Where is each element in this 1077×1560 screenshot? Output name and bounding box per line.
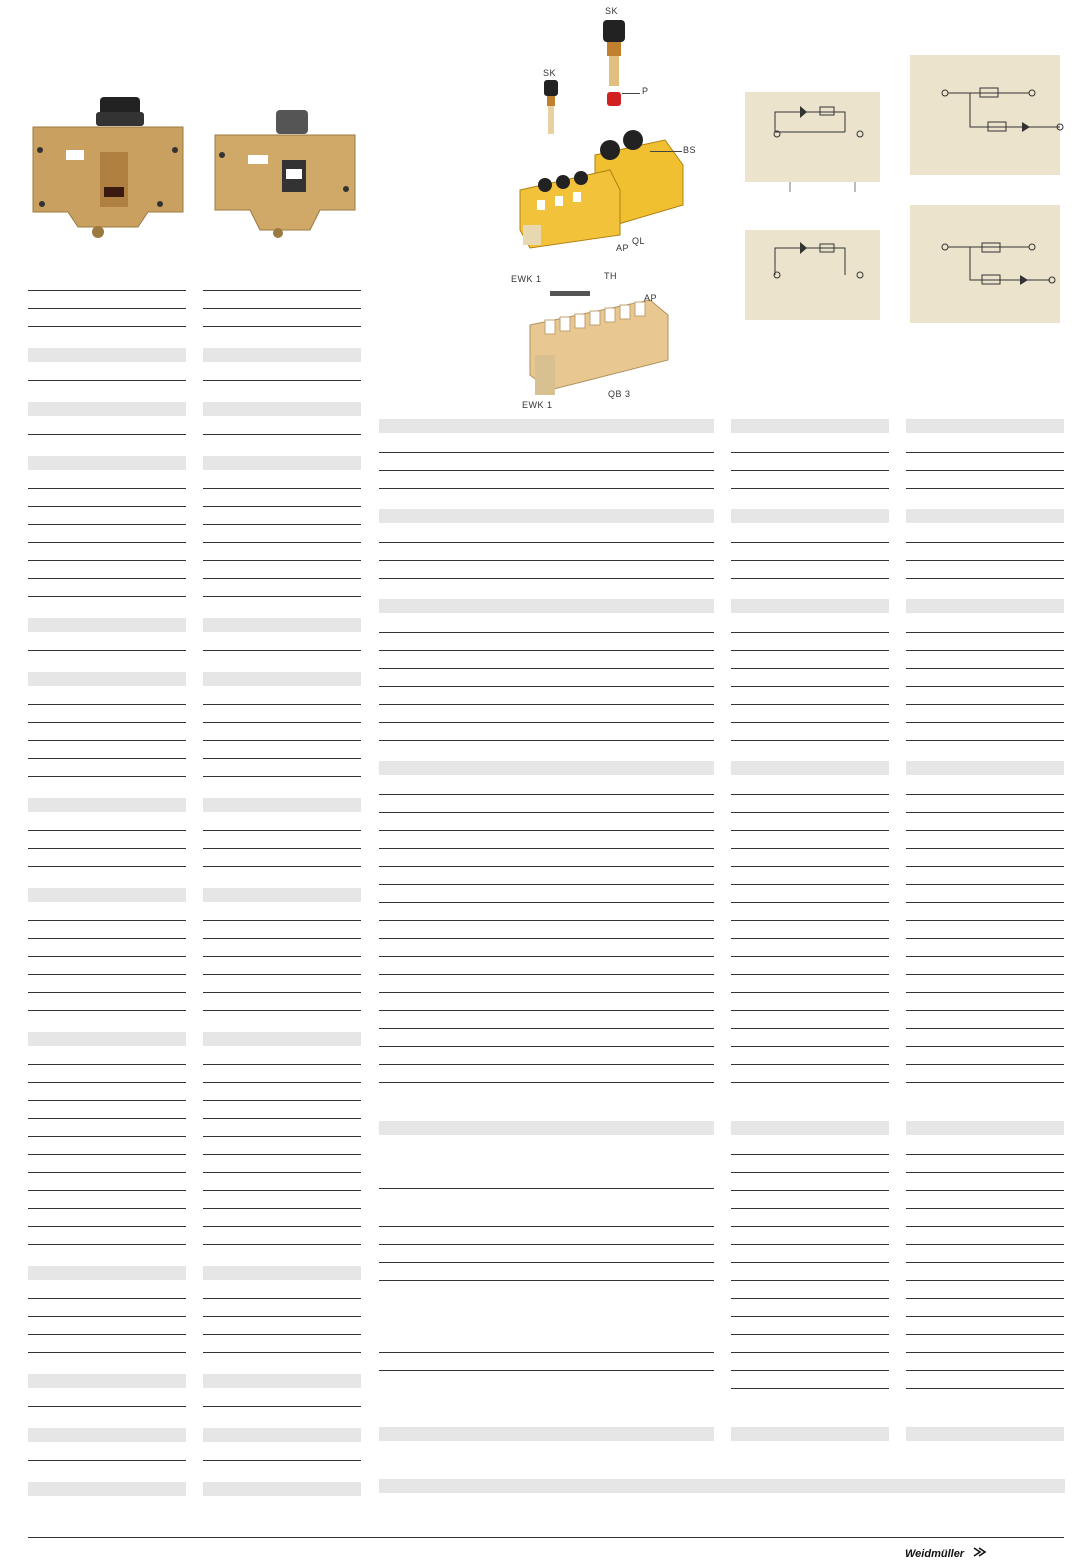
row-rule bbox=[906, 542, 1064, 543]
row-rule bbox=[906, 1298, 1064, 1299]
section-band bbox=[28, 798, 186, 812]
row-rule bbox=[906, 920, 1064, 921]
row-rule bbox=[906, 560, 1064, 561]
row-rule bbox=[731, 1370, 889, 1371]
row-rule bbox=[906, 794, 1064, 795]
table-column-1 bbox=[28, 0, 186, 1500]
row-rule bbox=[379, 938, 714, 939]
row-rule bbox=[731, 686, 889, 687]
row-rule bbox=[28, 434, 186, 435]
row-rule bbox=[906, 740, 1064, 741]
row-rule bbox=[906, 578, 1064, 579]
row-rule bbox=[731, 1226, 889, 1227]
row-rule bbox=[28, 290, 186, 291]
row-rule bbox=[28, 326, 186, 327]
section-band bbox=[203, 1482, 361, 1496]
section-band bbox=[203, 1374, 361, 1388]
section-band bbox=[28, 1032, 186, 1046]
row-rule bbox=[906, 632, 1064, 633]
row-rule bbox=[731, 974, 889, 975]
row-rule bbox=[731, 992, 889, 993]
section-band bbox=[203, 1266, 361, 1280]
row-rule bbox=[906, 1280, 1064, 1281]
section-band bbox=[203, 456, 361, 470]
section-band bbox=[28, 456, 186, 470]
row-rule bbox=[28, 1064, 186, 1065]
row-rule bbox=[731, 938, 889, 939]
row-rule bbox=[731, 704, 889, 705]
row-rule bbox=[203, 1154, 361, 1155]
row-rule bbox=[379, 920, 714, 921]
row-rule bbox=[28, 830, 186, 831]
row-rule bbox=[28, 992, 186, 993]
row-rule bbox=[203, 434, 361, 435]
row-rule bbox=[28, 1100, 186, 1101]
row-rule bbox=[731, 722, 889, 723]
row-rule bbox=[731, 470, 889, 471]
row-rule bbox=[28, 596, 186, 597]
section-band bbox=[906, 419, 1064, 433]
row-rule bbox=[379, 884, 714, 885]
row-rule bbox=[28, 1406, 186, 1407]
row-rule bbox=[203, 1100, 361, 1101]
section-band bbox=[28, 1428, 186, 1442]
row-rule bbox=[28, 1172, 186, 1173]
row-rule bbox=[906, 452, 1064, 453]
row-rule bbox=[203, 1136, 361, 1137]
row-rule bbox=[28, 524, 186, 525]
section-band bbox=[379, 761, 714, 775]
row-rule bbox=[203, 650, 361, 651]
row-rule bbox=[379, 560, 714, 561]
row-rule bbox=[28, 722, 186, 723]
row-rule bbox=[203, 866, 361, 867]
row-rule bbox=[203, 506, 361, 507]
row-rule bbox=[28, 1208, 186, 1209]
row-rule bbox=[906, 1208, 1064, 1209]
row-rule bbox=[731, 452, 889, 453]
row-rule bbox=[379, 902, 714, 903]
row-rule bbox=[203, 596, 361, 597]
row-rule bbox=[731, 884, 889, 885]
row-rule bbox=[731, 650, 889, 651]
row-rule bbox=[731, 848, 889, 849]
row-rule bbox=[906, 470, 1064, 471]
row-rule bbox=[203, 1082, 361, 1083]
row-rule bbox=[203, 1064, 361, 1065]
row-rule bbox=[731, 1208, 889, 1209]
row-rule bbox=[379, 668, 714, 669]
row-rule bbox=[203, 1226, 361, 1227]
row-rule bbox=[28, 1460, 186, 1461]
row-rule bbox=[28, 938, 186, 939]
row-rule bbox=[379, 1028, 714, 1029]
row-rule bbox=[379, 488, 714, 489]
row-rule bbox=[906, 884, 1064, 885]
row-rule bbox=[203, 1010, 361, 1011]
row-rule bbox=[379, 452, 714, 453]
row-rule bbox=[28, 542, 186, 543]
row-rule bbox=[203, 1172, 361, 1173]
row-rule bbox=[379, 1370, 714, 1371]
row-rule bbox=[203, 920, 361, 921]
row-rule bbox=[906, 956, 1064, 957]
section-band bbox=[28, 402, 186, 416]
table-column-4 bbox=[731, 0, 889, 1500]
section-band bbox=[28, 618, 186, 632]
row-rule bbox=[731, 542, 889, 543]
row-rule bbox=[379, 578, 714, 579]
row-rule bbox=[28, 308, 186, 309]
row-rule bbox=[906, 812, 1064, 813]
row-rule bbox=[379, 1226, 714, 1227]
row-rule bbox=[203, 722, 361, 723]
section-band bbox=[28, 1374, 186, 1388]
row-rule bbox=[906, 722, 1064, 723]
row-rule bbox=[906, 1082, 1064, 1083]
row-rule bbox=[379, 722, 714, 723]
section-band bbox=[731, 1427, 889, 1441]
callout-qb3: QB 3 bbox=[608, 389, 631, 399]
row-rule bbox=[906, 668, 1064, 669]
row-rule bbox=[203, 308, 361, 309]
row-rule bbox=[731, 1064, 889, 1065]
row-rule bbox=[906, 1388, 1064, 1389]
section-band bbox=[731, 761, 889, 775]
row-rule bbox=[731, 668, 889, 669]
row-rule bbox=[28, 704, 186, 705]
row-rule bbox=[379, 1352, 714, 1353]
table-column-2 bbox=[203, 0, 361, 1500]
row-rule bbox=[906, 1028, 1064, 1029]
callout-ap-bottom: AP bbox=[644, 293, 658, 303]
section-band bbox=[28, 672, 186, 686]
page-footer-rule bbox=[28, 1537, 1064, 1538]
row-rule bbox=[28, 1154, 186, 1155]
brand-logo-icon bbox=[972, 1546, 988, 1558]
row-rule bbox=[731, 1280, 889, 1281]
row-rule bbox=[906, 650, 1064, 651]
row-rule bbox=[731, 1010, 889, 1011]
row-rule bbox=[379, 794, 714, 795]
row-rule bbox=[203, 578, 361, 579]
section-band bbox=[203, 798, 361, 812]
row-rule bbox=[379, 632, 714, 633]
row-rule bbox=[731, 1190, 889, 1191]
section-band bbox=[906, 761, 1064, 775]
row-rule bbox=[731, 1244, 889, 1245]
row-rule bbox=[28, 488, 186, 489]
table-column-3 bbox=[379, 0, 714, 1500]
row-rule bbox=[379, 830, 714, 831]
row-rule bbox=[731, 488, 889, 489]
row-rule bbox=[906, 1226, 1064, 1227]
section-band bbox=[731, 599, 889, 613]
row-rule bbox=[906, 1190, 1064, 1191]
row-rule bbox=[28, 1226, 186, 1227]
callout-sk-left: SK bbox=[543, 68, 557, 78]
row-rule bbox=[28, 1298, 186, 1299]
row-rule bbox=[28, 380, 186, 381]
row-rule bbox=[28, 560, 186, 561]
row-rule bbox=[203, 776, 361, 777]
section-band bbox=[731, 509, 889, 523]
row-rule bbox=[28, 506, 186, 507]
row-rule bbox=[203, 542, 361, 543]
row-rule bbox=[379, 992, 714, 993]
row-rule bbox=[203, 974, 361, 975]
row-rule bbox=[203, 1352, 361, 1353]
section-band bbox=[28, 1482, 186, 1496]
row-rule bbox=[906, 1046, 1064, 1047]
section-band bbox=[379, 1427, 714, 1441]
row-rule bbox=[731, 1298, 889, 1299]
callout-ql: QL bbox=[632, 236, 646, 246]
row-rule bbox=[28, 776, 186, 777]
row-rule bbox=[731, 902, 889, 903]
section-band bbox=[203, 618, 361, 632]
row-rule bbox=[731, 830, 889, 831]
row-rule bbox=[28, 1082, 186, 1083]
row-rule bbox=[379, 1010, 714, 1011]
section-band bbox=[203, 348, 361, 362]
row-rule bbox=[906, 704, 1064, 705]
section-band bbox=[379, 419, 714, 433]
section-band bbox=[28, 1266, 186, 1280]
row-rule bbox=[28, 920, 186, 921]
row-rule bbox=[906, 1154, 1064, 1155]
row-rule bbox=[906, 1370, 1064, 1371]
row-rule bbox=[906, 992, 1064, 993]
row-rule bbox=[379, 974, 714, 975]
section-band bbox=[379, 509, 714, 523]
row-rule bbox=[731, 1172, 889, 1173]
row-rule bbox=[731, 1316, 889, 1317]
row-rule bbox=[203, 740, 361, 741]
row-rule bbox=[379, 1262, 714, 1263]
row-rule bbox=[379, 542, 714, 543]
row-rule bbox=[203, 1190, 361, 1191]
row-rule bbox=[203, 1460, 361, 1461]
row-rule bbox=[906, 488, 1064, 489]
row-rule bbox=[379, 704, 714, 705]
section-band bbox=[906, 509, 1064, 523]
row-rule bbox=[731, 812, 889, 813]
row-rule bbox=[731, 578, 889, 579]
row-rule bbox=[203, 1244, 361, 1245]
row-rule bbox=[906, 686, 1064, 687]
row-rule bbox=[731, 956, 889, 957]
row-rule bbox=[203, 1118, 361, 1119]
row-rule bbox=[379, 866, 714, 867]
row-rule bbox=[906, 1010, 1064, 1011]
row-rule bbox=[203, 956, 361, 957]
row-rule bbox=[28, 1136, 186, 1137]
row-rule bbox=[906, 1352, 1064, 1353]
section-band bbox=[731, 1121, 889, 1135]
row-rule bbox=[906, 974, 1064, 975]
callout-bs: BS bbox=[683, 145, 697, 155]
row-rule bbox=[203, 380, 361, 381]
row-rule bbox=[203, 992, 361, 993]
callout-ap-mid: AP bbox=[616, 243, 630, 253]
row-rule bbox=[906, 848, 1064, 849]
row-rule bbox=[203, 1208, 361, 1209]
row-rule bbox=[906, 1244, 1064, 1245]
row-rule bbox=[203, 848, 361, 849]
section-band bbox=[379, 1121, 714, 1135]
row-rule bbox=[731, 866, 889, 867]
callout-ewk1-mid: EWK 1 bbox=[511, 274, 542, 284]
row-rule bbox=[203, 326, 361, 327]
row-rule bbox=[906, 1316, 1064, 1317]
section-band bbox=[28, 348, 186, 362]
callout-th: TH bbox=[604, 271, 617, 281]
section-band bbox=[203, 1428, 361, 1442]
row-rule bbox=[379, 1188, 714, 1189]
row-rule bbox=[28, 758, 186, 759]
section-band bbox=[203, 402, 361, 416]
row-rule bbox=[28, 848, 186, 849]
row-rule bbox=[731, 1028, 889, 1029]
row-rule bbox=[28, 1190, 186, 1191]
row-rule bbox=[28, 650, 186, 651]
callout-p: P bbox=[642, 86, 649, 96]
row-rule bbox=[28, 1316, 186, 1317]
section-band bbox=[203, 1032, 361, 1046]
section-band bbox=[28, 888, 186, 902]
row-rule bbox=[28, 956, 186, 957]
row-rule bbox=[379, 1244, 714, 1245]
row-rule bbox=[731, 1262, 889, 1263]
row-rule bbox=[203, 524, 361, 525]
row-rule bbox=[203, 1298, 361, 1299]
row-rule bbox=[379, 1064, 714, 1065]
row-rule bbox=[731, 1334, 889, 1335]
row-rule bbox=[731, 1046, 889, 1047]
row-rule bbox=[906, 1172, 1064, 1173]
row-rule bbox=[28, 974, 186, 975]
row-rule bbox=[203, 758, 361, 759]
row-rule bbox=[28, 1118, 186, 1119]
row-rule bbox=[203, 1316, 361, 1317]
section-band bbox=[379, 599, 714, 613]
row-rule bbox=[731, 632, 889, 633]
row-rule bbox=[28, 1244, 186, 1245]
row-rule bbox=[379, 812, 714, 813]
row-rule bbox=[906, 902, 1064, 903]
row-rule bbox=[906, 1262, 1064, 1263]
callout-sk-top: SK bbox=[605, 6, 619, 16]
row-rule bbox=[731, 1154, 889, 1155]
row-rule bbox=[379, 956, 714, 957]
brand-logo: Weidmüller bbox=[905, 1548, 965, 1560]
row-rule bbox=[731, 1388, 889, 1389]
row-rule bbox=[379, 650, 714, 651]
row-rule bbox=[28, 866, 186, 867]
row-rule bbox=[731, 794, 889, 795]
section-band bbox=[203, 672, 361, 686]
row-rule bbox=[379, 1280, 714, 1281]
section-band bbox=[906, 1427, 1064, 1441]
row-rule bbox=[731, 740, 889, 741]
row-rule bbox=[203, 1406, 361, 1407]
row-rule bbox=[203, 488, 361, 489]
row-rule bbox=[203, 704, 361, 705]
section-band bbox=[731, 419, 889, 433]
row-rule bbox=[906, 938, 1064, 939]
row-rule bbox=[731, 1352, 889, 1353]
row-rule bbox=[28, 1334, 186, 1335]
row-rule bbox=[379, 1082, 714, 1083]
row-rule bbox=[203, 290, 361, 291]
row-rule bbox=[379, 1046, 714, 1047]
row-rule bbox=[379, 740, 714, 741]
row-rule bbox=[379, 470, 714, 471]
row-rule bbox=[28, 1352, 186, 1353]
row-rule bbox=[379, 686, 714, 687]
row-rule bbox=[731, 560, 889, 561]
row-rule bbox=[731, 1082, 889, 1083]
table-column-5 bbox=[906, 0, 1064, 1500]
section-band bbox=[906, 599, 1064, 613]
row-rule bbox=[906, 830, 1064, 831]
section-band bbox=[906, 1121, 1064, 1135]
row-rule bbox=[28, 740, 186, 741]
row-rule bbox=[906, 1334, 1064, 1335]
row-rule bbox=[203, 938, 361, 939]
row-rule bbox=[28, 1010, 186, 1011]
row-rule bbox=[906, 866, 1064, 867]
row-rule bbox=[28, 578, 186, 579]
row-rule bbox=[203, 560, 361, 561]
callout-ewk1-bottom: EWK 1 bbox=[522, 400, 553, 410]
row-rule bbox=[731, 920, 889, 921]
table-full-width-band bbox=[379, 1479, 1065, 1493]
section-band bbox=[203, 888, 361, 902]
row-rule bbox=[379, 848, 714, 849]
row-rule bbox=[203, 1334, 361, 1335]
row-rule bbox=[906, 1064, 1064, 1065]
row-rule bbox=[203, 830, 361, 831]
